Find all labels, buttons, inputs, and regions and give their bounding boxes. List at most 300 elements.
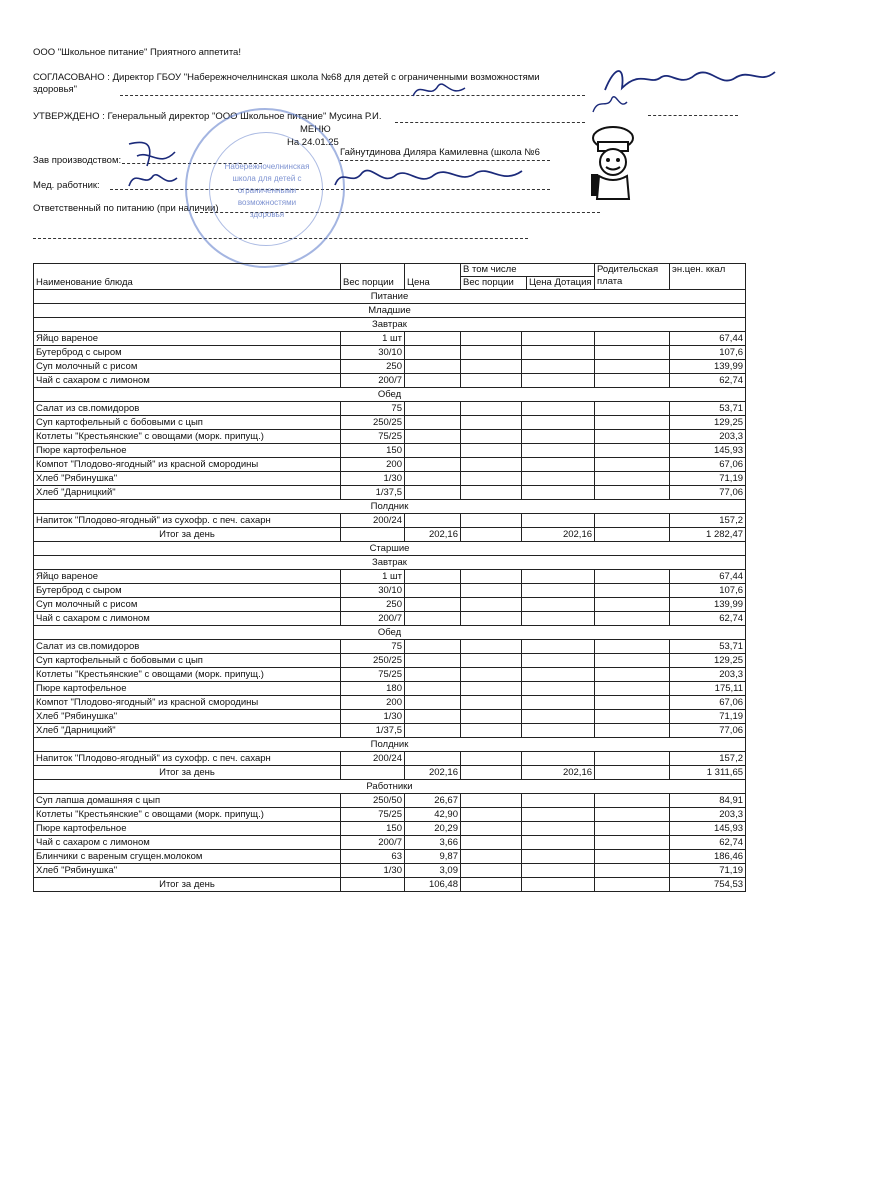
dish-name: Яйцо вареное xyxy=(34,332,341,346)
menu-title: МЕНЮ xyxy=(300,124,331,135)
incl-weight xyxy=(461,836,522,850)
dish-energy: 77,06 xyxy=(670,724,746,738)
table-row xyxy=(34,850,746,864)
col-weight-header: Вес порции xyxy=(341,264,405,290)
dish-price xyxy=(405,472,461,486)
col-incl-price-header: Цена Дотация xyxy=(529,277,592,288)
dish-weight: 75/25 xyxy=(341,808,405,822)
incl-weight xyxy=(461,794,522,808)
incl-price xyxy=(522,514,595,528)
dish-price xyxy=(405,710,461,724)
section-label: Завтрак xyxy=(34,318,746,332)
total-incl-weight xyxy=(461,528,522,542)
incl-weight xyxy=(461,654,522,668)
parent-pay xyxy=(595,808,670,822)
incl-price xyxy=(522,430,595,444)
dish-name: Компот "Плодово-ягодный" из красной смородины xyxy=(34,458,341,472)
table-row xyxy=(34,724,746,738)
dish-name: Напиток "Плодово-ягодный" из сухофр. с печ. сахарн xyxy=(34,752,341,766)
parent-pay xyxy=(595,752,670,766)
dish-energy: 157,2 xyxy=(670,514,746,528)
dish-name: Яйцо вареное xyxy=(34,570,341,584)
incl-price xyxy=(522,584,595,598)
parent-pay xyxy=(595,724,670,738)
dish-name: Суп молочный с рисом xyxy=(34,360,341,374)
dish-weight: 200 xyxy=(341,696,405,710)
incl-price xyxy=(522,472,595,486)
table-header-row xyxy=(34,264,746,290)
total-row xyxy=(34,528,746,542)
dish-weight: 1 шт xyxy=(341,332,405,346)
agreed-signature xyxy=(410,78,470,103)
col-incl-weight-header: Вес порции xyxy=(461,277,527,289)
dish-price xyxy=(405,416,461,430)
dish-name: Блинчики с вареным сгущен.молоком xyxy=(34,850,341,864)
section-row xyxy=(34,780,746,794)
production-signature xyxy=(125,138,180,170)
dish-name: Хлеб "Рябинушка" xyxy=(34,864,341,878)
dish-name: Суп картофельный с бобовыми с цып xyxy=(34,416,341,430)
dish-price xyxy=(405,486,461,500)
incl-price xyxy=(522,836,595,850)
total-label: Итог за день xyxy=(34,878,341,892)
table-row xyxy=(34,332,746,346)
approved-signature xyxy=(590,92,630,117)
dish-weight: 1 шт xyxy=(341,570,405,584)
section-label: Питание xyxy=(34,290,746,304)
dish-energy: 77,06 xyxy=(670,486,746,500)
dish-price xyxy=(405,654,461,668)
dish-energy: 67,06 xyxy=(670,458,746,472)
section-label: Работники xyxy=(34,780,746,794)
parent-pay xyxy=(595,710,670,724)
incl-weight xyxy=(461,696,522,710)
incl-weight xyxy=(461,864,522,878)
dish-energy: 53,71 xyxy=(670,640,746,654)
incl-price xyxy=(522,332,595,346)
parent-pay xyxy=(595,430,670,444)
section-label: Полдник xyxy=(34,500,746,514)
stamp-line-1: Набережночелнинская xyxy=(224,162,310,171)
parent-pay xyxy=(595,332,670,346)
dish-energy: 53,71 xyxy=(670,402,746,416)
dish-price xyxy=(405,612,461,626)
dish-price: 3,09 xyxy=(405,864,461,878)
incl-weight xyxy=(461,808,522,822)
stamp-line-2: школа для детей с xyxy=(232,174,302,183)
table-row xyxy=(34,682,746,696)
table-row xyxy=(34,612,746,626)
dish-weight: 250/50 xyxy=(341,794,405,808)
dish-energy: 67,44 xyxy=(670,570,746,584)
dish-name: Бутерброд с сыром xyxy=(34,584,341,598)
incl-price xyxy=(522,458,595,472)
dish-energy: 203,3 xyxy=(670,430,746,444)
incl-price xyxy=(522,864,595,878)
dish-weight: 200/7 xyxy=(341,374,405,388)
dish-name: Хлеб "Дарницкий" xyxy=(34,486,341,500)
dish-energy: 186,46 xyxy=(670,850,746,864)
table-row xyxy=(34,836,746,850)
section-label: Старшие xyxy=(34,542,746,556)
medic-label: Мед. работник: xyxy=(33,180,100,191)
stamp-line-3: ограниченными xyxy=(237,186,297,195)
table-row xyxy=(34,864,746,878)
production-label: Зав производством: xyxy=(33,155,122,166)
dish-name: Суп лапша домашняя с цып xyxy=(34,794,341,808)
parent-pay xyxy=(595,612,670,626)
section-row xyxy=(34,542,746,556)
dish-weight: 150 xyxy=(341,444,405,458)
incl-price xyxy=(522,696,595,710)
dish-name: Пюре картофельное xyxy=(34,682,341,696)
dish-weight: 75 xyxy=(341,402,405,416)
dish-weight: 200/7 xyxy=(341,612,405,626)
table-row xyxy=(34,808,746,822)
col-incl-header: В том числе Вес порции Цена Дотация xyxy=(461,264,595,290)
table-body xyxy=(34,290,746,892)
table-row xyxy=(34,514,746,528)
incl-price xyxy=(522,724,595,738)
col-price-header: Цена xyxy=(405,264,461,290)
school-stamp xyxy=(185,108,345,268)
incl-weight xyxy=(461,472,522,486)
dish-energy: 84,91 xyxy=(670,794,746,808)
dish-price xyxy=(405,360,461,374)
section-label: Полдник xyxy=(34,738,746,752)
dish-name: Салат из св.помидоров xyxy=(34,640,341,654)
dish-name: Котлеты "Крестьянские" с овощами (морк. припущ.) xyxy=(34,430,341,444)
dish-weight: 200/24 xyxy=(341,514,405,528)
parent-pay xyxy=(595,360,670,374)
dish-weight: 75 xyxy=(341,640,405,654)
col-parent-header: Родительская плата xyxy=(595,264,670,290)
parent-pay xyxy=(595,640,670,654)
dish-weight: 1/37,5 xyxy=(341,486,405,500)
dish-price xyxy=(405,402,461,416)
incl-price xyxy=(522,346,595,360)
total-row xyxy=(34,766,746,780)
incl-weight xyxy=(461,682,522,696)
total-weight xyxy=(341,878,405,892)
agreed-line-2: здоровья" xyxy=(33,84,78,95)
parent-pay xyxy=(595,836,670,850)
dish-name: Хлеб "Рябинушка" xyxy=(34,710,341,724)
dish-price xyxy=(405,444,461,458)
incl-weight xyxy=(461,402,522,416)
menu-table xyxy=(33,263,746,892)
parent-pay xyxy=(595,416,670,430)
incl-price xyxy=(522,752,595,766)
incl-weight xyxy=(461,752,522,766)
table-row xyxy=(34,416,746,430)
table-row xyxy=(34,486,746,500)
table-row xyxy=(34,710,746,724)
incl-price xyxy=(522,710,595,724)
incl-price xyxy=(522,402,595,416)
section-row xyxy=(34,318,746,332)
incl-price xyxy=(522,808,595,822)
total-parent xyxy=(595,766,670,780)
dish-weight: 250/25 xyxy=(341,416,405,430)
total-energy: 1 282,47 xyxy=(670,528,746,542)
dish-energy: 62,74 xyxy=(670,836,746,850)
incl-weight xyxy=(461,822,522,836)
dish-price xyxy=(405,570,461,584)
medic-name-signature xyxy=(330,163,530,193)
agreed-line: СОГЛАСОВАНО : Директор ГБОУ "Набережночелнинская школа №68 для детей с ограниченными возможностями xyxy=(33,72,540,83)
incl-price xyxy=(522,682,595,696)
dish-energy: 62,74 xyxy=(670,612,746,626)
incl-weight xyxy=(461,430,522,444)
responsible-label: Ответственный по питанию (при наличии) xyxy=(33,203,219,214)
table-row xyxy=(34,668,746,682)
total-label: Итог за день xyxy=(34,528,341,542)
dish-energy: 145,93 xyxy=(670,444,746,458)
section-row xyxy=(34,626,746,640)
parent-pay xyxy=(595,864,670,878)
dish-name: Напиток "Плодово-ягодный" из сухофр. с печ. сахарн xyxy=(34,514,341,528)
parent-pay xyxy=(595,458,670,472)
total-weight xyxy=(341,766,405,780)
stamp-line-4: возможностями xyxy=(237,198,297,207)
incl-weight xyxy=(461,332,522,346)
incl-weight xyxy=(461,710,522,724)
total-subsidy: 202,16 xyxy=(522,528,595,542)
company-line: ООО "Школьное питание" Приятного аппетита! xyxy=(33,47,241,58)
incl-price xyxy=(522,612,595,626)
approved-line: УТВЕРЖДЕНО : Генеральный директор "ООО Школьное питание" Мусина Р.И. xyxy=(33,111,382,122)
total-price: 106,48 xyxy=(405,878,461,892)
table-row xyxy=(34,402,746,416)
dish-weight: 75/25 xyxy=(341,668,405,682)
dish-name: Компот "Плодово-ягодный" из красной смородины xyxy=(34,696,341,710)
dish-name: Чай с сахаром с лимоном xyxy=(34,836,341,850)
incl-price xyxy=(522,640,595,654)
col-name-header: Наименование блюда xyxy=(34,264,341,290)
parent-pay xyxy=(595,402,670,416)
parent-pay xyxy=(595,584,670,598)
table-row xyxy=(34,584,746,598)
total-row xyxy=(34,878,746,892)
dish-price xyxy=(405,696,461,710)
total-subsidy xyxy=(522,878,595,892)
incl-weight xyxy=(461,514,522,528)
section-label: Обед xyxy=(34,626,746,640)
incl-price xyxy=(522,822,595,836)
incl-price xyxy=(522,850,595,864)
parent-pay xyxy=(595,794,670,808)
dish-name: Пюре картофельное xyxy=(34,822,341,836)
dish-weight: 250 xyxy=(341,598,405,612)
dish-energy: 71,19 xyxy=(670,710,746,724)
parent-pay xyxy=(595,822,670,836)
incl-weight xyxy=(461,444,522,458)
dish-name: Бутерброд с сыром xyxy=(34,346,341,360)
incl-price xyxy=(522,444,595,458)
dish-weight: 63 xyxy=(341,850,405,864)
dish-weight: 75/25 xyxy=(341,430,405,444)
parent-pay xyxy=(595,850,670,864)
table-row xyxy=(34,696,746,710)
table-row xyxy=(34,598,746,612)
parent-pay xyxy=(595,444,670,458)
dish-price xyxy=(405,514,461,528)
section-row xyxy=(34,738,746,752)
dish-price xyxy=(405,584,461,598)
section-label: Завтрак xyxy=(34,556,746,570)
dish-weight: 200/7 xyxy=(341,836,405,850)
dish-price: 3,66 xyxy=(405,836,461,850)
table-row xyxy=(34,822,746,836)
incl-weight xyxy=(461,486,522,500)
dish-energy: 71,19 xyxy=(670,864,746,878)
dish-weight: 1/30 xyxy=(341,864,405,878)
incl-weight xyxy=(461,640,522,654)
total-energy: 1 311,65 xyxy=(670,766,746,780)
incl-weight xyxy=(461,416,522,430)
dish-energy: 139,99 xyxy=(670,360,746,374)
dish-energy: 67,06 xyxy=(670,696,746,710)
table-row xyxy=(34,444,746,458)
dish-weight: 200/24 xyxy=(341,752,405,766)
dish-name: Котлеты "Крестьянские" с овощами (морк. припущ.) xyxy=(34,808,341,822)
dish-energy: 139,99 xyxy=(670,598,746,612)
col-energy-header: эн.цен. ккал xyxy=(670,264,746,290)
dish-name: Котлеты "Крестьянские" с овощами (морк. припущ.) xyxy=(34,668,341,682)
dish-weight: 30/10 xyxy=(341,584,405,598)
table-row xyxy=(34,752,746,766)
incl-price xyxy=(522,794,595,808)
dish-price xyxy=(405,668,461,682)
incl-price xyxy=(522,486,595,500)
incl-weight xyxy=(461,598,522,612)
table-row xyxy=(34,360,746,374)
table-row xyxy=(34,640,746,654)
total-price: 202,16 xyxy=(405,766,461,780)
dish-price: 9,87 xyxy=(405,850,461,864)
incl-price xyxy=(522,668,595,682)
dish-name: Хлеб "Рябинушка" xyxy=(34,472,341,486)
section-row xyxy=(34,290,746,304)
dish-price: 20,29 xyxy=(405,822,461,836)
dish-energy: 203,3 xyxy=(670,808,746,822)
dish-energy: 62,74 xyxy=(670,374,746,388)
dish-name: Суп молочный с рисом xyxy=(34,598,341,612)
dish-price xyxy=(405,332,461,346)
dish-price xyxy=(405,374,461,388)
total-weight xyxy=(341,528,405,542)
production-name: Гайнутдинова Диляра Камилевна (школа №6 xyxy=(340,147,540,158)
parent-pay xyxy=(595,682,670,696)
total-energy: 754,53 xyxy=(670,878,746,892)
section-row xyxy=(34,304,746,318)
dish-energy: 71,19 xyxy=(670,472,746,486)
dish-energy: 129,25 xyxy=(670,416,746,430)
parent-pay xyxy=(595,486,670,500)
dish-weight: 30/10 xyxy=(341,346,405,360)
incl-weight xyxy=(461,724,522,738)
parent-pay xyxy=(595,570,670,584)
dish-name: Суп картофельный с бобовыми с цып xyxy=(34,654,341,668)
total-parent xyxy=(595,528,670,542)
incl-weight xyxy=(461,612,522,626)
dish-price xyxy=(405,682,461,696)
incl-price xyxy=(522,360,595,374)
parent-pay xyxy=(595,598,670,612)
medic-signature xyxy=(125,168,180,192)
dish-energy: 175,11 xyxy=(670,682,746,696)
dish-name: Чай с сахаром с лимоном xyxy=(34,374,341,388)
dish-price xyxy=(405,346,461,360)
dish-price xyxy=(405,458,461,472)
dish-price xyxy=(405,430,461,444)
dish-name: Чай с сахаром с лимоном xyxy=(34,612,341,626)
dish-energy: 129,25 xyxy=(670,654,746,668)
dish-price: 42,90 xyxy=(405,808,461,822)
dish-price: 26,67 xyxy=(405,794,461,808)
table-row xyxy=(34,374,746,388)
total-incl-weight xyxy=(461,878,522,892)
table-row xyxy=(34,794,746,808)
total-label: Итог за день xyxy=(34,766,341,780)
dish-energy: 67,44 xyxy=(670,332,746,346)
dish-energy: 157,2 xyxy=(670,752,746,766)
incl-price xyxy=(522,416,595,430)
dish-price xyxy=(405,752,461,766)
dish-price xyxy=(405,724,461,738)
section-label: Обед xyxy=(34,388,746,402)
parent-pay xyxy=(595,346,670,360)
section-row xyxy=(34,388,746,402)
incl-price xyxy=(522,654,595,668)
dish-weight: 1/30 xyxy=(341,710,405,724)
dish-energy: 145,93 xyxy=(670,822,746,836)
parent-pay xyxy=(595,654,670,668)
dish-price xyxy=(405,598,461,612)
stamp-line-5: здоровья xyxy=(249,210,285,219)
incl-weight xyxy=(461,360,522,374)
incl-price xyxy=(522,598,595,612)
incl-weight xyxy=(461,570,522,584)
dish-price xyxy=(405,640,461,654)
table-row xyxy=(34,430,746,444)
table-row xyxy=(34,346,746,360)
section-row xyxy=(34,500,746,514)
dish-weight: 1/37,5 xyxy=(341,724,405,738)
total-parent xyxy=(595,878,670,892)
dish-energy: 203,3 xyxy=(670,668,746,682)
total-price: 202,16 xyxy=(405,528,461,542)
incl-price xyxy=(522,374,595,388)
incl-weight xyxy=(461,850,522,864)
incl-weight xyxy=(461,346,522,360)
table-row xyxy=(34,570,746,584)
incl-weight xyxy=(461,668,522,682)
table-row xyxy=(34,654,746,668)
incl-weight xyxy=(461,584,522,598)
dish-weight: 180 xyxy=(341,682,405,696)
dish-name: Хлеб "Дарницкий" xyxy=(34,724,341,738)
total-subsidy: 202,16 xyxy=(522,766,595,780)
parent-pay xyxy=(595,668,670,682)
section-label: Младшие xyxy=(34,304,746,318)
dish-name: Пюре картофельное xyxy=(34,444,341,458)
incl-weight xyxy=(461,458,522,472)
dish-weight: 250/25 xyxy=(341,654,405,668)
section-row xyxy=(34,556,746,570)
dish-weight: 150 xyxy=(341,822,405,836)
